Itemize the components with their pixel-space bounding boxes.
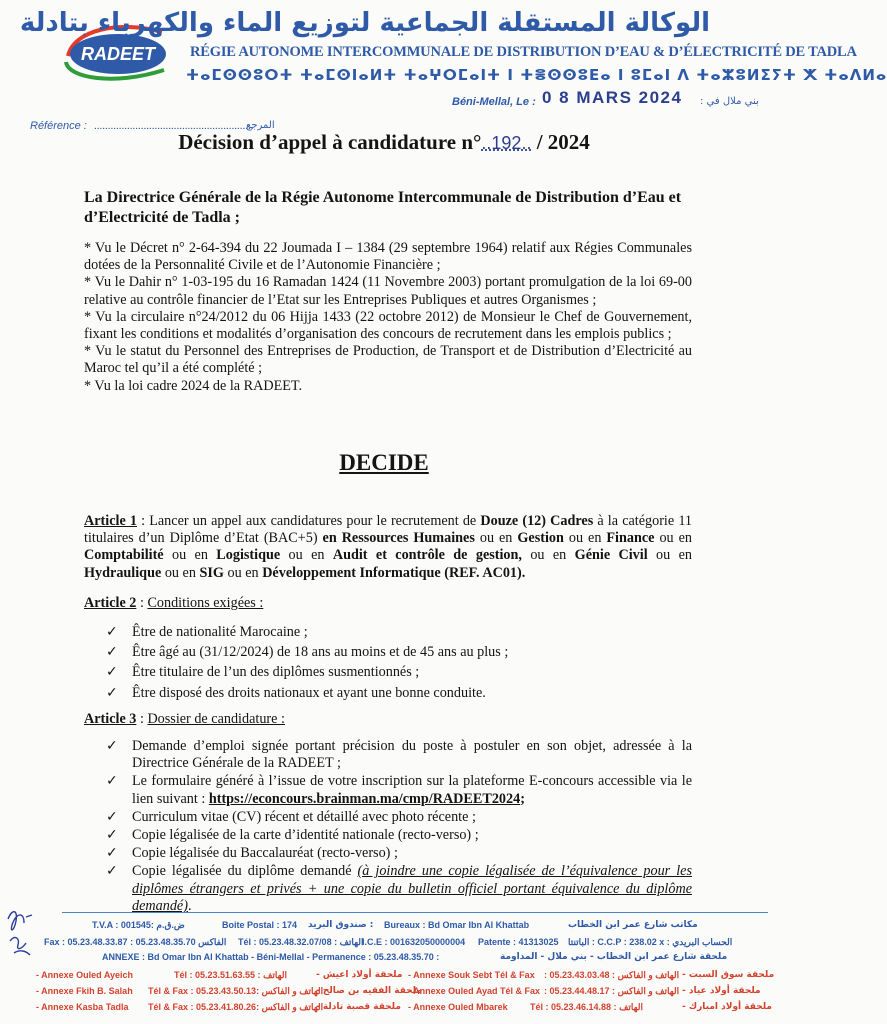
decide-heading: DECIDE [339, 450, 429, 475]
article-1-text: ou en [223, 564, 263, 581]
document-text: Demande d’emploi signée portant précision du poste à postuler en son objet, adressée à la Directrice Générale de la RADEET ; [132, 738, 692, 772]
annexe-phone: : 05.23.43.03.48 : الهاتف و الفاكس [544, 970, 680, 980]
footer-tva: T.V.A : 001545: ض.ق.م [92, 920, 185, 930]
annexe-phone: : 05.23.44.48.17 : الهاتف و الفاكس [544, 986, 680, 996]
considerations-list [84, 240, 692, 395]
article-1-text: ou en [647, 547, 692, 564]
document-text: Curriculum vitae (CV) récent et détaillé avec photo récente ; [132, 808, 476, 825]
document-note: (à joindre une copie légalisée de l’équivalence pour les diplômes étrangers et privés + une copie du bulletin officiel portant équivalence du diplôme demandé) [132, 863, 692, 914]
footer-bp: Boite Postal : 174 [222, 920, 298, 930]
article-1-bold: Audit et contrôle de gestion, [332, 547, 522, 564]
footer-annexe-main-arabic: ملحقة شارع عمر ابن الخطاب - بني ملال - المداومة [500, 952, 728, 962]
annexe-phone: Tél & Fax : 05.23.41.80.26: الهاتف و الفاكس [148, 1002, 324, 1012]
article-3-title: Dossier de candidature : [147, 711, 285, 727]
logo-text: RADEET [80, 44, 156, 64]
document-text: Copie légalisée du diplôme demandé [132, 863, 358, 880]
document-item [106, 863, 692, 915]
article-1-text: : Lancer un appel aux candidatures pour le recrutement de [136, 513, 481, 529]
annexe-name: - Annexe Souk Sebt Tél & Fax [408, 970, 535, 980]
annexe-arabic: ملحقة قصبة تادلة - [316, 1002, 401, 1012]
article-1-bold: SIG [199, 564, 224, 581]
document-text: Copie légalisée du Baccalauréat (recto-verso) ; [132, 845, 398, 862]
annexe-arabic: ملحقة سوق السبت - [682, 970, 775, 980]
checkmark-icon: ✓ [106, 644, 118, 661]
checkmark-icon: ✓ [106, 827, 118, 844]
article-2-heading [84, 595, 263, 612]
article-1-bold: en Ressources Humaines [322, 530, 475, 547]
article-1-bold: Hydraulique [84, 564, 162, 581]
article-2-title: Conditions exigées : [147, 595, 264, 611]
footer-ice: I.C.E : 001632050000004 [362, 937, 466, 947]
checkmark-icon: ✓ [106, 773, 118, 790]
article-1-text: ou en [521, 547, 575, 564]
consideration-item: * Vu la loi cadre 2024 de la RADEET. [84, 377, 303, 394]
annexe-arabic: ملحقة أولاد عياد - [682, 986, 761, 996]
consideration-item: * Vu le Dahir n° 1-03-195 du 16 Ramadan 1424 (11 Novembre 2003) portant promulgation de la loi 69-00 relative au contrôle financier de l’Etat sur les Entreprises Publiques et autres Organismes ; [84, 274, 692, 308]
document-text-end: . [187, 897, 192, 914]
article-1-text: ou en [563, 530, 607, 547]
condition-text: Être disposé des droits nationaux et ayant une bonne conduite. [132, 684, 486, 701]
condition-item [106, 685, 666, 702]
article-1-text: ou en [161, 564, 200, 581]
annexe-arabic: ملحقة أولاد امبارك - [682, 1002, 772, 1012]
org-name-arabic: الوكالة المستقلة الجماعية لتوزيع الماء والكهرباء بتادلة [19, 8, 710, 38]
footer-annexe-main: ANNEXE : Bd Omar Ibn Al Khattab - Béni-Mellal - Permanence : 05.23.48.35.70 : [102, 952, 440, 962]
article-1-text: ou en [654, 530, 692, 547]
footer-bp-arabic: : صندوق البريد [308, 920, 374, 930]
checkmark-icon: ✓ [106, 845, 118, 862]
condition-item [106, 644, 666, 661]
article-1-text: ou en [474, 530, 518, 547]
place-date-arabic: بني ملال في : [700, 96, 759, 107]
reference-label: Référence : [30, 120, 87, 132]
condition-item [106, 664, 666, 681]
footer-ccp: الباتنتا : C.C.P : 238.02 x : الحساب البريدي [568, 937, 733, 947]
article-1-text: ou en [163, 547, 217, 564]
org-name-tifinagh: ⵜⴰⵎⵙⵙⵓⵔⵜ ⵜⴰⵎⵙⵏⴰⵍⵜ ⵜⴰⵖⵔⵎⴰⵏⵜ ⵏ ⵜⴻⵙⵙⵓⴹⴰ ⵏ ⵓⵎⴰⵏ ⴷ ⵜⴰⵣⵓⵍⵉⵢⵜ ⵅ ⵜⴰⴷⵍⴰ [186, 66, 887, 84]
article-1-text: ou en [280, 547, 333, 564]
article-1-bold: Génie Civil [574, 547, 648, 564]
article-1-bold: Gestion [517, 530, 564, 547]
condition-text: Être âgé au (31/12/2024) de 18 ans au moins et de 45 ans au plus ; [132, 644, 509, 661]
footer-bureaux: Bureaux : Bd Omar Ibn Al Khattab [384, 920, 530, 930]
footer-patente: Patente : 41313025 [478, 937, 559, 947]
conditions-list [106, 624, 666, 705]
document-item [106, 773, 692, 807]
article-1-label: Article 1 [84, 513, 137, 529]
footer-divider [62, 912, 768, 913]
condition-text: Être de nationalité Marocaine ; [132, 624, 308, 640]
annexe-name: - Annexe Kasba Tadla [36, 1002, 129, 1012]
date-stamp: 0 8 MARS 2024 [542, 88, 683, 107]
handwritten-signature [2, 905, 42, 965]
econcours-link[interactable]: https://econcours.brainman.ma/cmp/RADEET2024 [208, 790, 521, 807]
article-1-bold: Douze (12) Cadres [480, 513, 594, 529]
article-2-colon: : [136, 595, 148, 611]
annexe-arabic: ملحقة أولاد اعيش - [316, 970, 403, 980]
article-1-text: à la catégorie 11 titulaires d’un Diplôme d’Etat (BAC+5) [84, 513, 692, 547]
article-1-bold: Logistique [216, 547, 281, 564]
consideration-item: * Vu le Décret n° 2-64-394 du 22 Joumada I – 1384 (29 septembre 1964) relatif aux Régies Communales dotées de la Personnalité Civile et de l’Autonomie Financière ; [84, 240, 692, 274]
title-suffix: / 2024 [536, 130, 590, 154]
document-text: Le formulaire généré à l’issue de votre inscription sur la plateforme E-concours accessible via le lien suivant : [132, 773, 692, 807]
decision-number: ..192.. [481, 133, 532, 153]
checkmark-icon: ✓ [106, 808, 118, 825]
document-text-end: ; [520, 790, 525, 807]
consideration-item: * Vu le statut du Personnel des Entreprises de Production, de Transport et de Distribution d’Electricité au Maroc tel qu’il a été complété ; [84, 343, 692, 377]
condition-text: Être titulaire de l’un des diplômes susmentionnés ; [132, 664, 420, 681]
annexe-name: - Annexe Ouled Ayeich [36, 970, 134, 980]
annexe-phone: Tél : 05.23.46.14.88 : الهاتف [530, 1002, 644, 1012]
footer-tel: Tél : 05.23.48.32.07/08 : الهاتف [238, 937, 364, 947]
article-3-label: Article 3 [84, 711, 137, 727]
annexe-name: - Annexe Ouled Ayad Tél & Fax [408, 986, 541, 996]
org-name-french: RÉGIE AUTONOME INTERCOMMUNALE DE DISTRIBUTION D’EAU & D’ÉLECTRICITÉ DE TADLA [190, 44, 857, 60]
document-item [106, 845, 692, 862]
condition-item [106, 624, 666, 641]
annexe-arabic: ملحقة الفقيه بن صالح - [316, 986, 422, 996]
annexe-phone: Tél : 05.23.51.63.55 : الهاتف [174, 970, 288, 980]
consideration-item: * Vu la circulaire n°24/2012 du 06 Hijja 1433 (22 octobre 2012) de Monsieur le Chef de Gouvernement, fixant les conditions et modalités d’organisation des concours de recrutement dans les emplois publics ; [84, 308, 692, 343]
article-3-colon: : [136, 711, 148, 727]
place-date-label: Béni-Mellal, Le : [452, 96, 536, 108]
decision-title [0, 130, 768, 155]
article-1-bold: Finance [606, 530, 655, 547]
annexe-name: - Annexe Ouled Mbarek [408, 1002, 508, 1012]
document-item [106, 738, 692, 772]
checkmark-icon: ✓ [106, 664, 118, 681]
footer-bureaux-arabic: مكاتب شارع عمر ابن الخطاب [568, 920, 698, 930]
reference-arabic: المرجع [246, 120, 275, 131]
annexe-name: - Annexe Fkih B. Salah [36, 986, 133, 996]
document-item [106, 809, 692, 826]
title-prefix: Décision d’appel à candidature n° [178, 130, 482, 154]
documents-list [106, 738, 692, 916]
article-1 [84, 513, 692, 582]
checkmark-icon: ✓ [106, 738, 118, 754]
article-2-label: Article 2 [84, 595, 137, 611]
checkmark-icon: ✓ [106, 863, 118, 880]
document-item [106, 827, 692, 844]
document-text: Copie légalisée de la carte d’identité nationale (recto-verso) ; [132, 827, 479, 844]
footer-fax: Fax : 05.23.48.33.87 : الفاكس 05.23.48.35.70 [44, 937, 227, 947]
checkmark-icon: ✓ [106, 624, 118, 640]
article-3-heading [84, 711, 285, 728]
intro-paragraph: La Directrice Générale de la Régie Autonome Intercommunale de Distribution d’Eau et d’Electricité de Tadla ; [84, 189, 682, 226]
reference-dots: .......................................................... [94, 120, 254, 132]
article-1-bold: Comptabilité [84, 547, 164, 564]
annexe-phone: Tél & Fax : 05.23.43.50.13: الهاتف و الفاكس [148, 986, 324, 996]
article-1-bold: Développement Informatique (REF. AC01). [262, 564, 526, 581]
checkmark-icon: ✓ [106, 684, 118, 701]
